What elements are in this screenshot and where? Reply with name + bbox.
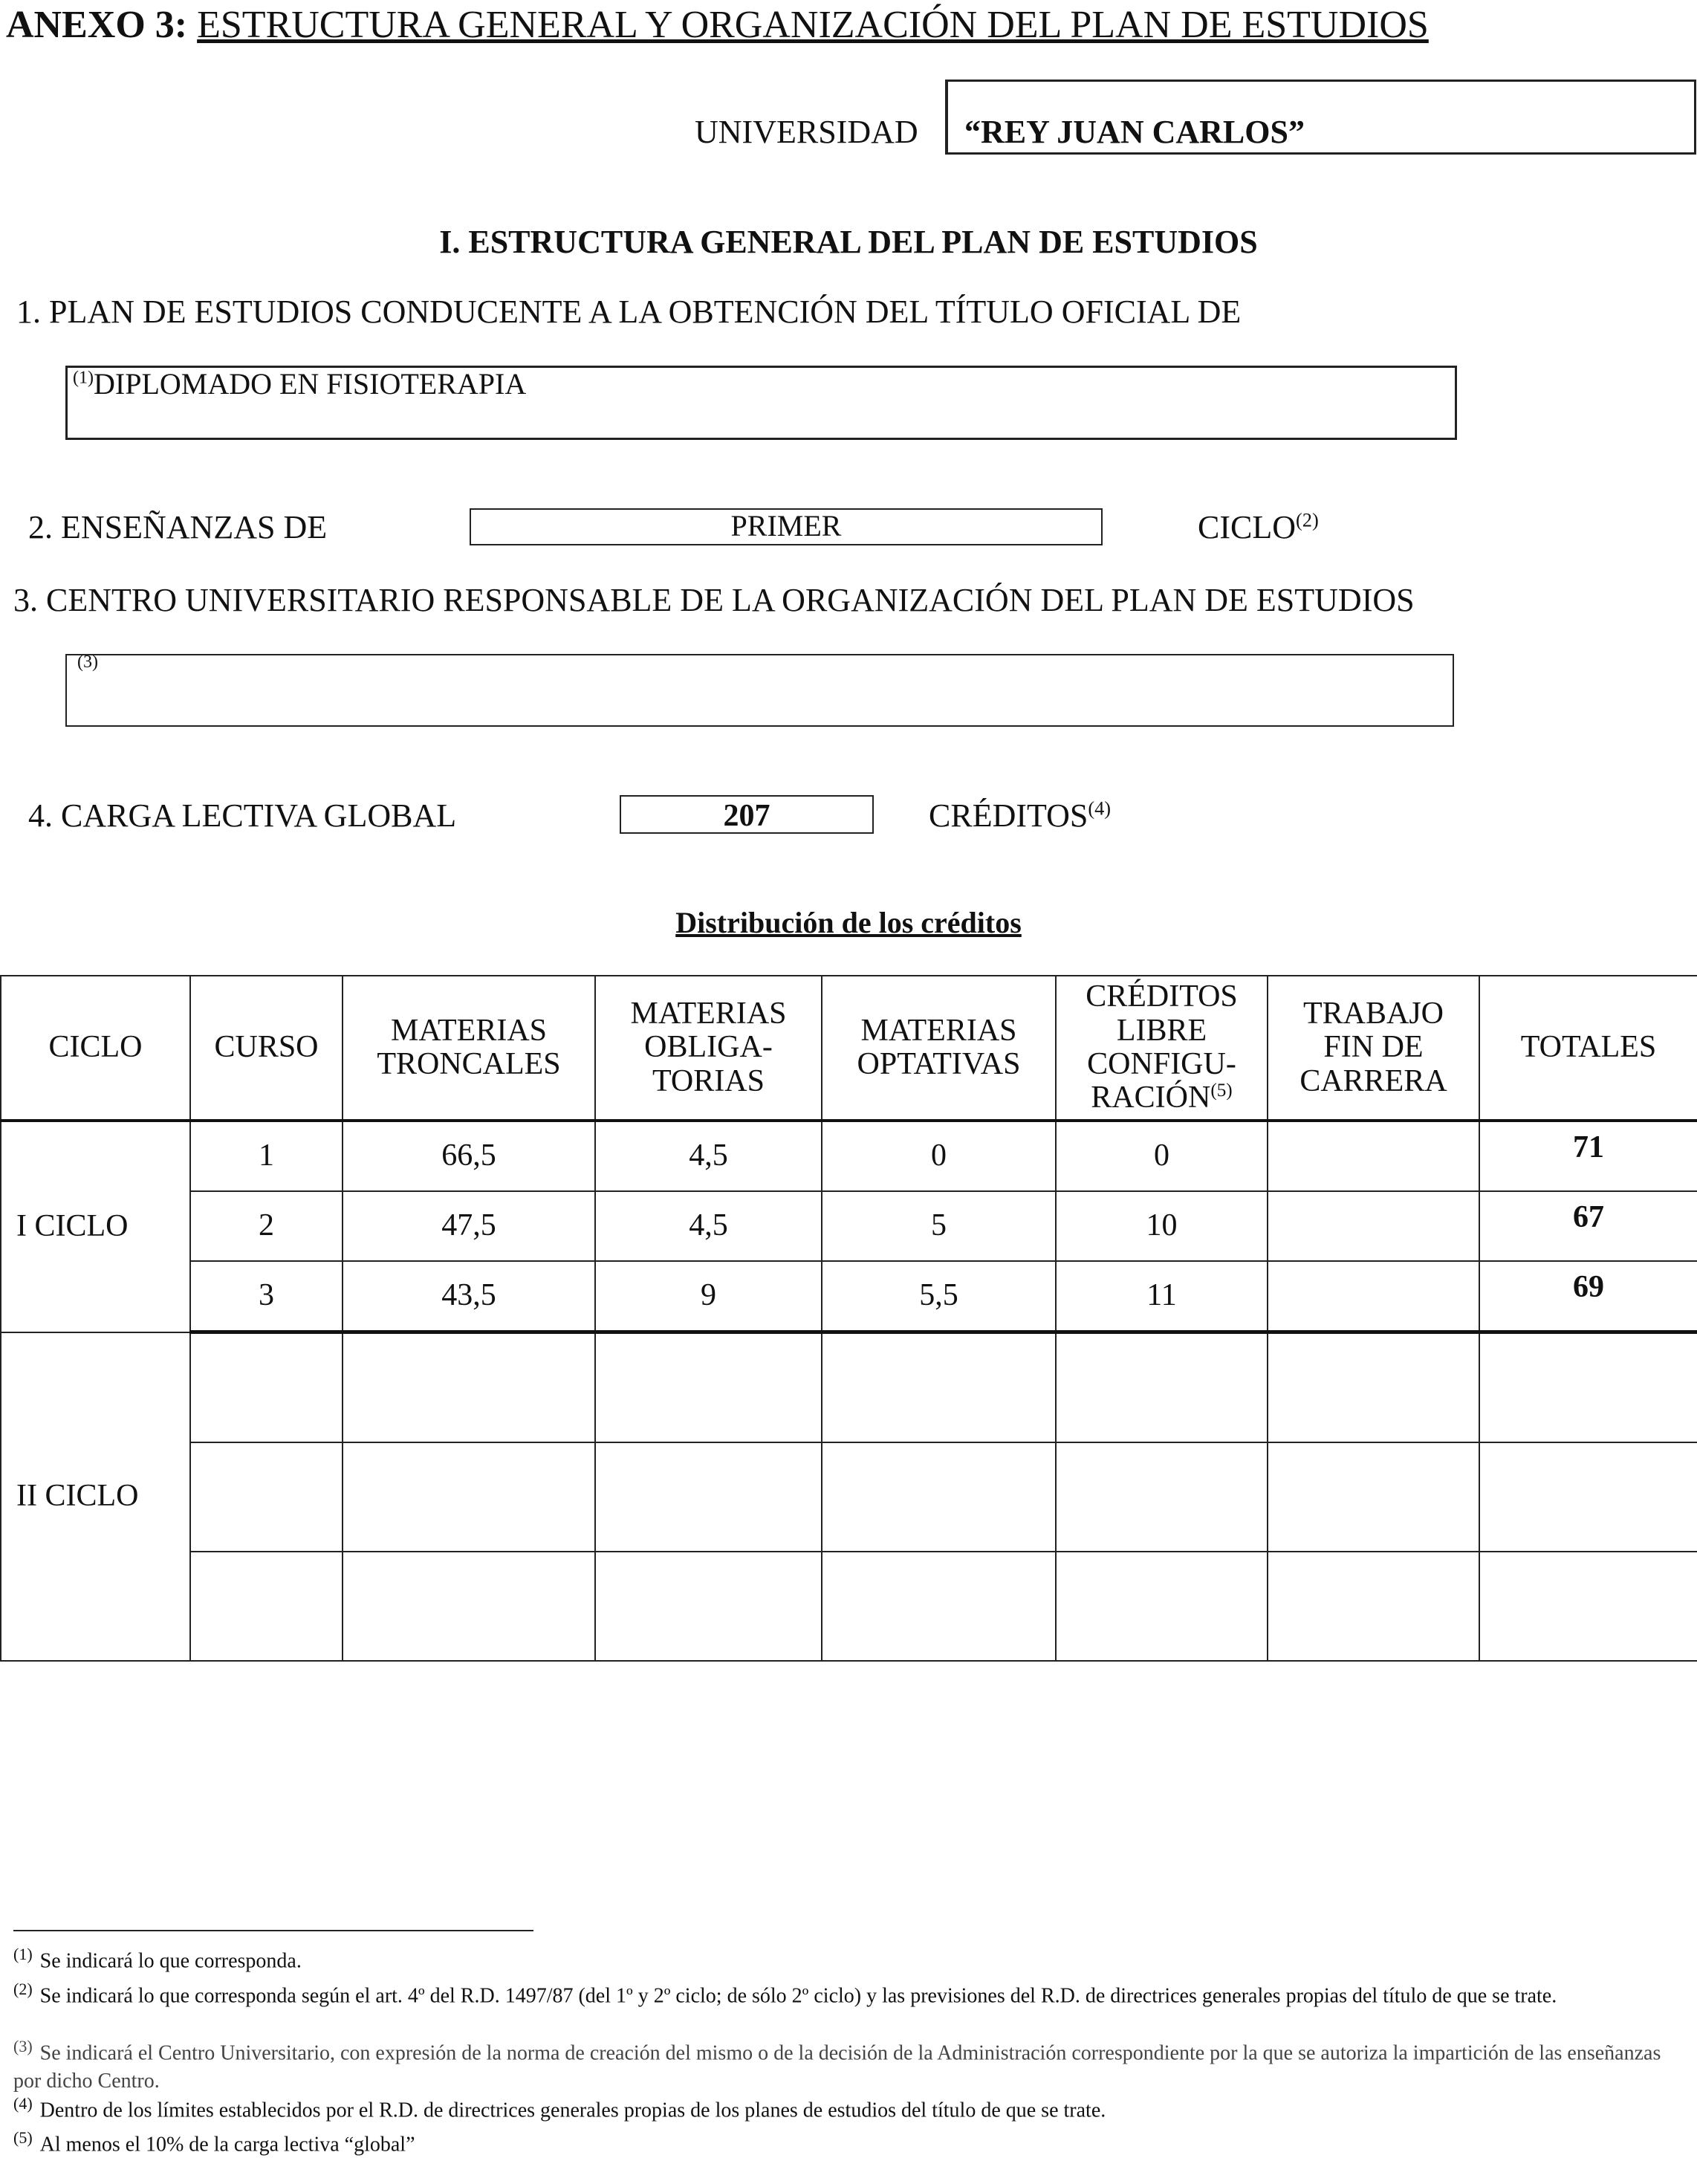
document-heading xyxy=(6,3,1429,47)
cell-curso: 2 xyxy=(190,1191,343,1261)
header-trabajo-fin-carrera xyxy=(1268,976,1479,1121)
empty-cell xyxy=(1268,1442,1479,1552)
empty-cell xyxy=(1268,1552,1479,1661)
empty-cell xyxy=(822,1552,1056,1661)
table-header-row xyxy=(1,976,1697,1121)
credits-suffix-note: (4) xyxy=(1088,797,1112,820)
empty-cell xyxy=(343,1552,595,1661)
header-libre-line xyxy=(1057,1081,1267,1115)
credits-suffix xyxy=(929,797,1111,835)
table-row xyxy=(1,1261,1697,1332)
footnote-mark: (2) xyxy=(13,1980,33,1998)
empty-cell xyxy=(595,1442,822,1552)
empty-cell xyxy=(1056,1332,1268,1443)
footnote-mark: (1) xyxy=(13,1945,33,1963)
empty-cell xyxy=(1479,1552,1697,1661)
item-3-label: 3. CENTRO UNIVERSITARIO RESPONSABLE DE LA ORGANIZACIÓN DEL PLAN DE ESTUDIOS xyxy=(13,582,1415,618)
footnote-divider xyxy=(13,1930,533,1931)
empty-cell xyxy=(822,1332,1056,1443)
footnote-mark: (3) xyxy=(13,2037,33,2055)
cycle-suffix xyxy=(1198,508,1319,546)
header-troncales-line: TRONCALES xyxy=(377,1047,561,1081)
footnote-text: Se indicará lo que corresponda según el art. 4º del R.D. 1497/87 (del 1º y 2º ciclo; de sólo 2º ciclo) y las previsiones del R.D. de directrices generales propias del título de que se trate. xyxy=(39,1984,1557,2008)
item-1-label: 1. PLAN DE ESTUDIOS CONDUCENTE A LA OBTENCIÓN DEL TÍTULO OFICIAL DE xyxy=(16,294,1242,330)
header-curso: CURSO xyxy=(190,976,343,1121)
cell-totales: 69 xyxy=(1479,1261,1697,1332)
annex-label: ANEXO 3 xyxy=(6,4,175,46)
cell-totales: 67 xyxy=(1479,1191,1697,1261)
footnote-text: Dentro de los límites establecidos por el R.D. de directrices generales propias de los planes de estudios del título de que se trate. xyxy=(39,2099,1106,2122)
cell-trabajo xyxy=(1268,1261,1479,1332)
cycle-1-label: I CICLO xyxy=(1,1121,190,1332)
empty-cell xyxy=(1056,1442,1268,1552)
header-optativas-line: OPTATIVAS xyxy=(857,1047,1021,1081)
empty-cell xyxy=(190,1442,343,1552)
cell-totales: 71 xyxy=(1479,1121,1697,1191)
document-title: ESTRUCTURA GENERAL Y ORGANIZACIÓN DEL PLAN DE ESTUDIOS xyxy=(197,4,1429,46)
header-libre-line: CONFIGU- xyxy=(1087,1047,1236,1081)
empty-cell xyxy=(1479,1442,1697,1552)
empty-cell xyxy=(822,1442,1056,1552)
empty-cell xyxy=(595,1332,822,1443)
cell-libre: 11 xyxy=(1056,1261,1268,1332)
cell-optativas: 5 xyxy=(822,1191,1056,1261)
cell-trabajo xyxy=(1268,1121,1479,1191)
cell-obligatorias: 9 xyxy=(595,1261,822,1332)
footnote xyxy=(13,2035,1670,2096)
header-ciclo: CICLO xyxy=(1,976,190,1121)
footnote xyxy=(13,1978,1670,2010)
section-title: I. ESTRUCTURA GENERAL DEL PLAN DE ESTUDIOS xyxy=(439,224,1258,260)
table-row xyxy=(1,1191,1697,1261)
empty-cell xyxy=(190,1332,343,1443)
header-troncales xyxy=(343,976,595,1121)
header-obligatorias xyxy=(595,976,822,1121)
cell-curso: 1 xyxy=(190,1121,343,1191)
header-troncales-line: MATERIAS xyxy=(390,1013,548,1048)
footnote-mark: (5) xyxy=(13,2128,33,2147)
degree-title-field xyxy=(73,366,526,401)
header-libre-line: CRÉDITOS xyxy=(1086,979,1238,1014)
footnote-text: Se indicará lo que corresponda. xyxy=(39,1949,302,1973)
table-row xyxy=(1,1332,1697,1443)
centre-field-box xyxy=(65,654,1454,727)
header-obligatorias-line: OBLIGA- xyxy=(644,1030,773,1065)
cell-troncales: 47,5 xyxy=(343,1191,595,1261)
degree-title-note: (1) xyxy=(73,368,94,388)
credits-suffix-text: CRÉDITOS xyxy=(929,797,1088,834)
credits-value: 207 xyxy=(723,799,770,833)
empty-cell xyxy=(343,1442,595,1552)
header-optativas xyxy=(822,976,1056,1121)
table-row xyxy=(1,1121,1697,1191)
cell-optativas: 5,5 xyxy=(822,1261,1056,1332)
header-trabajo-line: FIN DE xyxy=(1323,1030,1424,1065)
header-libre-note: (5) xyxy=(1210,1080,1233,1101)
header-libre-line: LIBRE xyxy=(1116,1013,1207,1048)
header-trabajo-line: TRABAJO xyxy=(1302,996,1444,1031)
cell-libre: 0 xyxy=(1056,1121,1268,1191)
empty-cell xyxy=(190,1552,343,1661)
cell-optativas: 0 xyxy=(822,1121,1056,1191)
footnote xyxy=(13,2127,1670,2159)
header-trabajo-line: CARRERA xyxy=(1299,1063,1447,1098)
centre-field-note: (3) xyxy=(77,652,98,672)
university-label: UNIVERSIDAD xyxy=(695,114,918,150)
header-libre-configuracion xyxy=(1056,976,1268,1121)
table-row xyxy=(1,1552,1697,1661)
header-optativas-line: MATERIAS xyxy=(860,1013,1017,1048)
header-libre-text: RACIÓN xyxy=(1091,1080,1211,1115)
cell-troncales: 66,5 xyxy=(343,1121,595,1191)
cycle-2-label: II CICLO xyxy=(1,1332,190,1662)
cell-libre: 10 xyxy=(1056,1191,1268,1261)
empty-cell xyxy=(1056,1552,1268,1661)
distribution-title: Distribución de los créditos xyxy=(675,906,1022,939)
cycle-suffix-text: CICLO xyxy=(1198,509,1296,545)
footnote-text: Se indicará el Centro Universitario, con expresión de la norma de creación del mismo o de la decisión de la Administración correspondiente por la que se autoriza la impartición de las enseñanzas por dicho Centro. xyxy=(13,2041,1661,2093)
header-obligatorias-line: MATERIAS xyxy=(630,996,787,1031)
degree-title-value: DIPLOMADO EN FISIOTERAPIA xyxy=(93,367,527,401)
empty-cell xyxy=(1479,1332,1697,1443)
university-name: “REY JUAN CARLOS” xyxy=(964,114,1305,150)
footnote-mark: (4) xyxy=(13,2094,33,2113)
empty-cell xyxy=(343,1332,595,1443)
cell-trabajo xyxy=(1268,1191,1479,1261)
heading-colon: : xyxy=(174,4,198,46)
cycle-suffix-note: (2) xyxy=(1296,508,1319,531)
empty-cell xyxy=(1268,1332,1479,1443)
credit-distribution-table xyxy=(0,975,1697,1662)
cycle-value: PRIMER xyxy=(730,509,842,542)
cell-troncales: 43,5 xyxy=(343,1261,595,1332)
footnote-text: Al menos el 10% de la carga lectiva “global” xyxy=(39,2133,415,2157)
item-4-label: 4. CARGA LECTIVA GLOBAL xyxy=(28,797,457,834)
cell-curso: 3 xyxy=(190,1261,343,1332)
cell-obligatorias: 4,5 xyxy=(595,1191,822,1261)
empty-cell xyxy=(595,1552,822,1661)
header-totales: TOTALES xyxy=(1479,976,1697,1121)
item-2-label: 2. ENSEÑANZAS DE xyxy=(28,509,328,545)
footnote xyxy=(13,2093,1670,2125)
table-row xyxy=(1,1442,1697,1552)
footnote xyxy=(13,1943,1670,1975)
header-obligatorias-line: TORIAS xyxy=(652,1063,765,1098)
cell-obligatorias: 4,5 xyxy=(595,1121,822,1191)
